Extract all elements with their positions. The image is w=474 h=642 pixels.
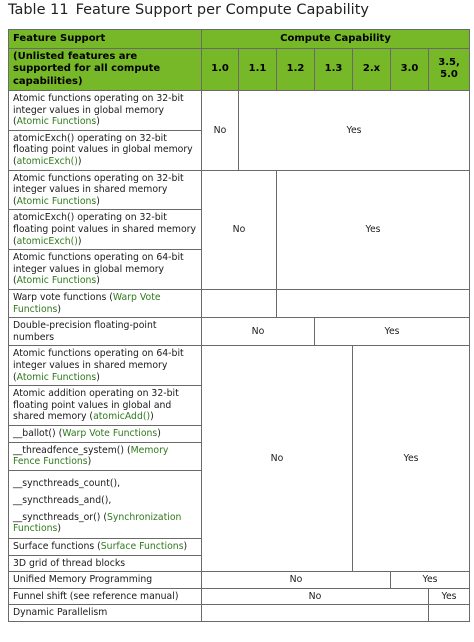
value-no: No bbox=[202, 572, 391, 589]
cap-1-2: 1.2 bbox=[277, 48, 315, 91]
table-row bbox=[9, 346, 470, 386]
table-row bbox=[9, 91, 470, 131]
feature-cell: Atomic functions operating on 64-bit integer values in global memory (Atomic Functions) bbox=[9, 250, 202, 290]
table-row bbox=[9, 588, 470, 605]
table-row bbox=[9, 572, 470, 589]
warp-vote-functions-link[interactable]: Warp Vote Functions bbox=[62, 427, 158, 439]
header-row bbox=[9, 30, 470, 49]
table-row bbox=[9, 605, 470, 622]
feature-cell: Atomic addition operating on 32-bit floating point values in global and shared memory (atomicAdd()) bbox=[9, 386, 202, 426]
table-row bbox=[9, 318, 470, 346]
feature-cell: __ballot() (Warp Vote Functions) bbox=[9, 425, 202, 442]
value-yes: Yes bbox=[239, 91, 470, 171]
table-title-text: Feature Support per Compute Capability bbox=[75, 2, 369, 18]
feature-cell: Atomic functions operating on 64-bit integer values in shared memory (Atomic Functions) bbox=[9, 346, 202, 386]
unlisted-note: (Unlisted features are supported for all compute capabilities) bbox=[9, 48, 202, 91]
value-no: No bbox=[202, 318, 315, 346]
table-row bbox=[9, 290, 470, 318]
empty-cell bbox=[202, 290, 277, 318]
cap-header-row bbox=[9, 48, 470, 91]
empty-cell bbox=[429, 605, 470, 622]
value-yes: Yes bbox=[315, 318, 470, 346]
feature-cell: Double-precision floating-point numbers bbox=[9, 318, 202, 346]
feature-cell: Unified Memory Programming bbox=[9, 572, 202, 589]
feature-support-table bbox=[8, 29, 470, 622]
atomic-functions-link[interactable]: Atomic Functions bbox=[16, 275, 97, 287]
warp-vote-functions-link[interactable]: Warp Vote Functions bbox=[13, 292, 161, 315]
value-yes: Yes bbox=[429, 588, 470, 605]
feature-cell: atomicExch() operating on 32-bit floating point values in global memory (atomicExch()) bbox=[9, 130, 202, 170]
atomic-functions-link[interactable]: Atomic Functions bbox=[16, 116, 97, 128]
value-no: No bbox=[202, 346, 353, 572]
memory-fence-functions-link[interactable]: Memory Fence Functions bbox=[13, 444, 169, 468]
value-yes: Yes bbox=[391, 572, 470, 589]
cap-1-0: 1.0 bbox=[202, 48, 239, 91]
feature-cell: atomicExch() operating on 32-bit floating point values in shared memory (atomicExch()) bbox=[9, 210, 202, 250]
empty-cell bbox=[202, 605, 429, 622]
cap-1-3: 1.3 bbox=[315, 48, 353, 91]
feature-support-header: Feature Support bbox=[9, 30, 202, 49]
synchronization-functions-link[interactable]: Synchronization Functions bbox=[13, 511, 182, 535]
value-no: No bbox=[202, 588, 429, 605]
cap-2-x: 2.x bbox=[353, 48, 391, 91]
value-yes: Yes bbox=[277, 170, 470, 289]
atomicexch-link[interactable]: atomicExch() bbox=[16, 156, 78, 168]
atomicadd-link[interactable]: atomicAdd() bbox=[93, 411, 151, 423]
cap-3-0: 3.0 bbox=[391, 48, 429, 91]
feature-cell: Funnel shift (see reference manual) bbox=[9, 588, 202, 605]
feature-cell: Atomic functions operating on 32-bit integer values in shared memory (Atomic Functions) bbox=[9, 170, 202, 210]
feature-cell: Warp vote functions (Warp Vote Functions) bbox=[9, 290, 202, 318]
feature-cell: Atomic functions operating on 32-bit integer values in global memory (Atomic Functions) bbox=[9, 91, 202, 131]
value-yes: Yes bbox=[353, 346, 470, 572]
compute-capability-header: Compute Capability bbox=[202, 30, 470, 49]
atomic-functions-link[interactable]: Atomic Functions bbox=[16, 195, 97, 207]
atomicexch-link[interactable]: atomicExch() bbox=[16, 235, 78, 247]
value-no: No bbox=[202, 91, 239, 171]
feature-cell: Dynamic Parallelism bbox=[9, 605, 202, 622]
feature-cell: __threadfence_system() (Memory Fence Functions) bbox=[9, 442, 202, 470]
feature-cell: Surface functions (Surface Functions) bbox=[9, 538, 202, 555]
table-row bbox=[9, 170, 470, 210]
value-no: No bbox=[202, 170, 277, 289]
feature-cell: 3D grid of thread blocks bbox=[9, 555, 202, 572]
table-number: Table 11 bbox=[8, 2, 69, 18]
cap-1-1: 1.1 bbox=[239, 48, 277, 91]
empty-cell bbox=[277, 290, 470, 318]
atomic-functions-link[interactable]: Atomic Functions bbox=[16, 371, 97, 383]
cap-3-5-5-0: 3.5, 5.0 bbox=[429, 48, 470, 91]
table-title bbox=[8, 2, 369, 18]
feature-cell: __syncthreads_count(), __syncthreads_and(), __syncthreads_or() (Synchronization Functions) bbox=[9, 470, 202, 538]
surface-functions-link[interactable]: Surface Functions bbox=[100, 540, 184, 552]
